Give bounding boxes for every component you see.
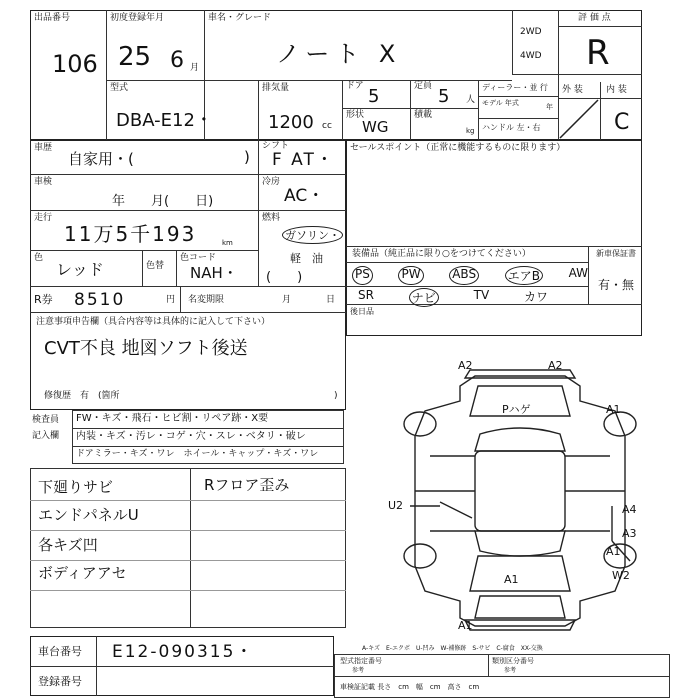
divider: [142, 250, 143, 286]
mark-a2-front-right: A2: [548, 359, 563, 372]
km-unit: km: [222, 239, 233, 247]
divider: [342, 108, 478, 109]
shift: F AT・: [272, 150, 335, 170]
fuel-gasoline-circle: ガソリン・: [282, 226, 343, 244]
equip-aw: AW: [568, 266, 588, 280]
model-label: 型式: [110, 83, 129, 93]
fuel-gasoline: [282, 226, 343, 244]
capacity-label: 定員: [414, 81, 433, 91]
divider: [342, 80, 343, 140]
mark-paint-peel: Pハゲ: [502, 403, 531, 416]
notes-text: CVT不良 地図ソフト後送: [44, 338, 248, 359]
divider: [190, 468, 191, 628]
interior-grade: C: [614, 110, 630, 135]
note-right-1: Rフロア歪み: [204, 476, 290, 494]
divider: [346, 286, 588, 287]
equipment-label: 装備品（純正品に限り○をつけてください）: [352, 249, 531, 259]
mark-a1-rear: A1: [504, 573, 519, 586]
mark-a1-right-front: A1: [606, 403, 621, 416]
lot-no: 106: [52, 50, 98, 78]
kg-unit: kg: [466, 127, 475, 135]
new-warranty-label: 新車保証書: [596, 249, 636, 258]
name-change-month: 月: [282, 295, 292, 305]
exterior-label: 外 装: [562, 85, 583, 95]
divider: [512, 10, 513, 74]
equip-ps: PS: [352, 266, 373, 285]
dealer-label: ディーラー・並 行: [482, 83, 548, 92]
first-reg-label: 初度登録年月: [110, 13, 165, 23]
mark-a1-bumper: A1: [458, 619, 473, 632]
load-label: 積載: [414, 110, 433, 120]
mark-u2: U2: [388, 499, 404, 512]
equip-airbag: エアB: [505, 266, 543, 285]
divider: [478, 96, 558, 97]
capacity: 5: [438, 86, 450, 107]
interior-label: 内 装: [606, 85, 627, 95]
sales-point-label: セールスポイント（正常に機能するものに限ります）: [350, 143, 566, 153]
divider: [346, 262, 588, 263]
orig-model-label: 型式指定番号: [340, 657, 382, 665]
equip-abs: ABS: [449, 266, 479, 285]
mileage-label: 走行: [34, 213, 53, 223]
checklist-row1: FW・キズ・飛石・ヒビ割・リペア跡・X要: [76, 413, 269, 424]
new-warranty: 有・無: [598, 278, 635, 292]
drive-4wd: 4WD: [520, 51, 542, 61]
divider: [30, 312, 346, 313]
equip-pw: PW: [398, 266, 423, 285]
divider: [72, 428, 344, 429]
score: R: [586, 33, 610, 73]
mark-w2: W2: [612, 569, 630, 582]
color-value: レッド: [56, 260, 104, 279]
divider: [488, 654, 489, 676]
divider: [106, 10, 107, 140]
doors-label: ドア: [346, 81, 364, 91]
inspection-text: 年 月( 日): [112, 194, 214, 209]
recycle-value: 8510: [74, 290, 126, 310]
yen-unit: 円: [166, 295, 176, 305]
person-unit: 人: [466, 95, 476, 105]
displacement: 1200: [268, 112, 314, 133]
equip-leather: カワ: [523, 290, 548, 304]
name-change-label: 名変期限: [188, 295, 225, 305]
class-label: 類別区分番号: [492, 657, 534, 665]
color-code: NAH・: [190, 264, 238, 282]
mark-a1-right-rear: A1: [606, 545, 621, 558]
divider: [30, 286, 346, 287]
month-unit: 月: [190, 63, 200, 73]
cc-unit: cc: [322, 121, 332, 131]
usage-close: ): [244, 148, 250, 166]
first-reg-year: 25: [118, 42, 152, 72]
repair-label: 修復歴 有 (箇所: [44, 391, 120, 401]
mark-a2-front: A2: [458, 359, 473, 372]
chassis-number: E12-090315・: [112, 642, 255, 662]
divider: [180, 286, 181, 312]
doors: 5: [368, 86, 380, 107]
inspection-label: 車検: [34, 177, 53, 187]
note-left-3: 各キズ凹: [38, 536, 98, 554]
color-label: 色: [34, 253, 44, 263]
note-left-4: ボディアアセ: [38, 564, 127, 582]
divider: [558, 26, 642, 27]
mark-a4: A4: [622, 503, 637, 516]
year-unit: 年: [546, 103, 553, 111]
divider: [512, 74, 642, 75]
car-name-label: 車名・グレード: [208, 13, 272, 23]
notes-label: 注意事項申告欄（具合内容等は具体的に記入して下さい）: [36, 317, 271, 327]
fuel-light-oil: 軽 油: [290, 252, 323, 265]
score-label: 評 価 点: [578, 13, 611, 23]
color-paren: ( ): [266, 270, 303, 285]
ruled-line: [30, 590, 346, 591]
divider: [478, 80, 479, 140]
model: DBA-E12・: [116, 110, 213, 131]
color-change-label: 色替: [146, 261, 165, 271]
exterior-blank-slash: [558, 98, 600, 140]
divider: [30, 250, 258, 251]
divider: [258, 80, 259, 140]
ac: AC・: [284, 186, 325, 206]
divider: [346, 246, 642, 247]
ac-label: 冷房: [262, 177, 281, 187]
reg-label: 登録番号: [38, 675, 82, 688]
divider: [588, 246, 589, 304]
divider: [72, 446, 344, 447]
class-ref: 参考: [504, 667, 517, 674]
divider: [30, 174, 346, 175]
car-name: ノート X: [276, 40, 402, 68]
orig-model-ref: 参考: [352, 667, 365, 674]
model-year-label: モデル 年式: [482, 99, 519, 107]
shift-label: シフト: [262, 141, 290, 151]
ruled-line: [30, 530, 346, 531]
first-reg-month: 6: [170, 48, 184, 73]
shape: WG: [362, 118, 389, 136]
displacement-label: 排気量: [262, 83, 290, 93]
divider: [176, 250, 177, 286]
car-damage-diagram: [380, 356, 670, 636]
usage-value: 自家用・(: [68, 150, 134, 168]
chassis-label: 車台番号: [38, 645, 82, 658]
aftermarket-label: 後日品: [350, 307, 374, 316]
equip-tv: TV: [473, 288, 490, 302]
divider: [258, 140, 259, 286]
fuel-label: 燃料: [262, 213, 281, 223]
divider: [30, 210, 346, 211]
shape-label: 形状: [346, 110, 365, 120]
dims-text: 車検証記載 長さ cm 幅 cm 高さ cm: [340, 683, 480, 691]
handle-label: ハンドル 左・右: [482, 123, 541, 132]
name-change-day: 日: [326, 295, 336, 305]
repair-close: ): [334, 391, 338, 401]
usage-label: 車歴: [34, 143, 53, 153]
drive-2wd: 2WD: [520, 27, 542, 37]
divider: [106, 80, 512, 81]
mileage: 11万5千193: [64, 222, 197, 246]
note-left-2: エンドパネルU: [38, 506, 139, 524]
ruled-line: [30, 560, 346, 561]
divider: [478, 118, 558, 119]
equipment-row1: [352, 266, 588, 285]
equipment-row2: [358, 288, 548, 307]
note-left-1: 下廻りサビ: [38, 478, 114, 496]
checklist-row3: ドアミラー・キズ・ワレ ホイール・キャップ・キズ・ワレ: [76, 449, 319, 459]
inspector-label: 検査員: [32, 415, 60, 425]
entry-label: 記入欄: [32, 431, 60, 441]
divider: [30, 666, 334, 667]
lot-no-label: 出品番号: [34, 13, 71, 23]
divider: [410, 80, 411, 140]
divider: [334, 676, 670, 677]
recycle-label: R券: [34, 293, 53, 306]
mark-a3: A3: [622, 527, 637, 540]
ruled-line: [30, 500, 346, 501]
equip-sr: SR: [358, 288, 374, 302]
divider: [600, 82, 601, 140]
equip-navi: ナビ: [409, 288, 439, 307]
legend-text: A-キズ E-エクボ U-凹み W-補修跡 S-サビ C-腐食 XX-交換: [362, 645, 543, 652]
checklist-row2: 内装・キズ・汚レ・コゲ・穴・スレ・ベタリ・破レ: [76, 431, 306, 442]
color-code-label: 色コード: [180, 253, 217, 263]
